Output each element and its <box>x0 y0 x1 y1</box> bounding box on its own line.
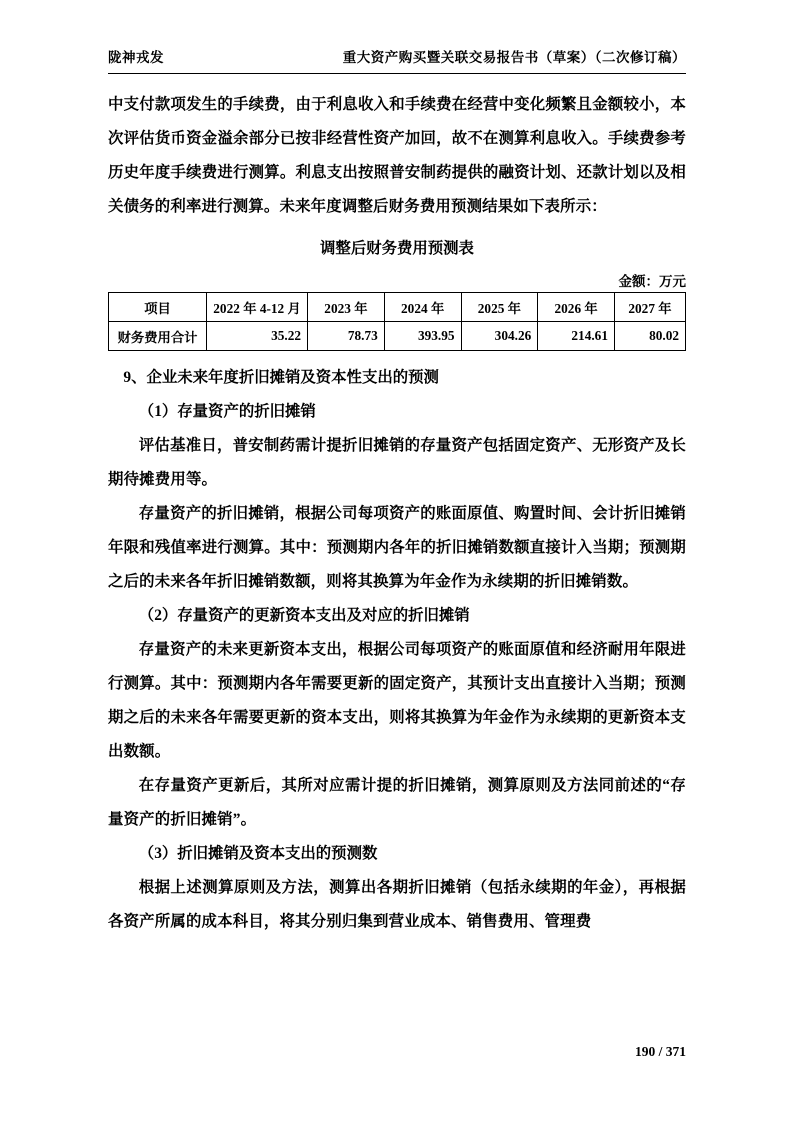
column-header: 2024 年 <box>384 293 461 322</box>
header-company-name: 陇神戎发 <box>108 50 164 65</box>
row-label: 财务费用合计 <box>109 322 207 351</box>
table-row <box>109 322 686 351</box>
header-divider <box>108 73 686 74</box>
paragraph-3: 存量资产的折旧摊销，根据公司每项资产的账面原值、购置时间、会计折旧摊销年限和残值率进行测算。其中：预测期内各年的折旧摊销数额直接计入当期；预测期之后的未来各年折旧摊销数额，则将其换算为年金作为永续期的折旧摊销数。 <box>108 505 686 590</box>
section-heading-9: 9、企业未来年度折旧摊销及资本性支出的预测 <box>123 369 439 386</box>
subsection-heading-2: （2）存量资产的更新资本支出及对应的折旧摊销 <box>138 607 470 624</box>
table-cell: 35.22 <box>207 322 308 351</box>
paragraph-4: 存量资产的未来更新资本支出，根据公司每项资产的账面原值和经济耐用年限进行测算。其中：预测期内各年需要更新的固定资产，其预计支出直接计入当期；预测期之后的未来各年需要更新的资本支出，则将其换算为年金作为永续期的更新资本支出数额。 <box>108 641 686 760</box>
page-header <box>108 46 686 72</box>
column-header: 2027 年 <box>614 293 685 322</box>
column-header: 项目 <box>109 293 207 322</box>
column-header: 2025 年 <box>461 293 538 322</box>
table-cell: 80.02 <box>614 322 685 351</box>
table-cell: 78.73 <box>308 322 385 351</box>
table-title: 调整后财务费用预测表 <box>320 240 474 257</box>
table-cell: 393.95 <box>384 322 461 351</box>
page-number: 190 / 371 <box>634 1044 686 1059</box>
paragraph-1: 中支付款项发生的手续费，由于利息收入和手续费在经营中变化频繁且金额较小，本次评估货币资金溢余部分已按非经营性资产加回，故不在测算利息收入。手续费参考历史年度手续费进行测算。利息支出按照普安制药提供的融资计划、还款计划以及相关债务的利率进行测算。未来年度调整后财务费用预测结果如下表所示： <box>108 96 686 215</box>
subsection-heading-1: （1）存量资产的折旧摊销 <box>138 403 316 420</box>
column-header: 2023 年 <box>308 293 385 322</box>
financial-expense-table <box>108 292 686 351</box>
table-cell: 304.26 <box>461 322 538 351</box>
table-unit-label: 金额：万元 <box>618 274 686 289</box>
header-document-title: 重大资产购买暨关联交易报告书（草案）（二次修订稿） <box>342 50 686 65</box>
paragraph-2: 评估基准日，普安制药需计提折旧摊销的存量资产包括固定资产、无形资产及长期待摊费用等。 <box>108 437 686 488</box>
page-content <box>108 46 686 939</box>
table-cell: 214.61 <box>538 322 615 351</box>
column-header: 2026 年 <box>538 293 615 322</box>
column-header: 2022 年 4-12 月 <box>207 293 308 322</box>
table-header-row <box>109 293 686 322</box>
subsection-heading-3: （3）折旧摊销及资本支出的预测数 <box>138 845 378 862</box>
paragraph-5: 在存量资产更新后，其所对应需计提的折旧摊销，测算原则及方法同前述的“存量资产的折旧摊销”。 <box>108 777 686 828</box>
paragraph-6: 根据上述测算原则及方法，测算出各期折旧摊销（包括永续期的年金），再根据各资产所属的成本科目，将其分别归集到营业成本、销售费用、管理费 <box>108 879 686 930</box>
